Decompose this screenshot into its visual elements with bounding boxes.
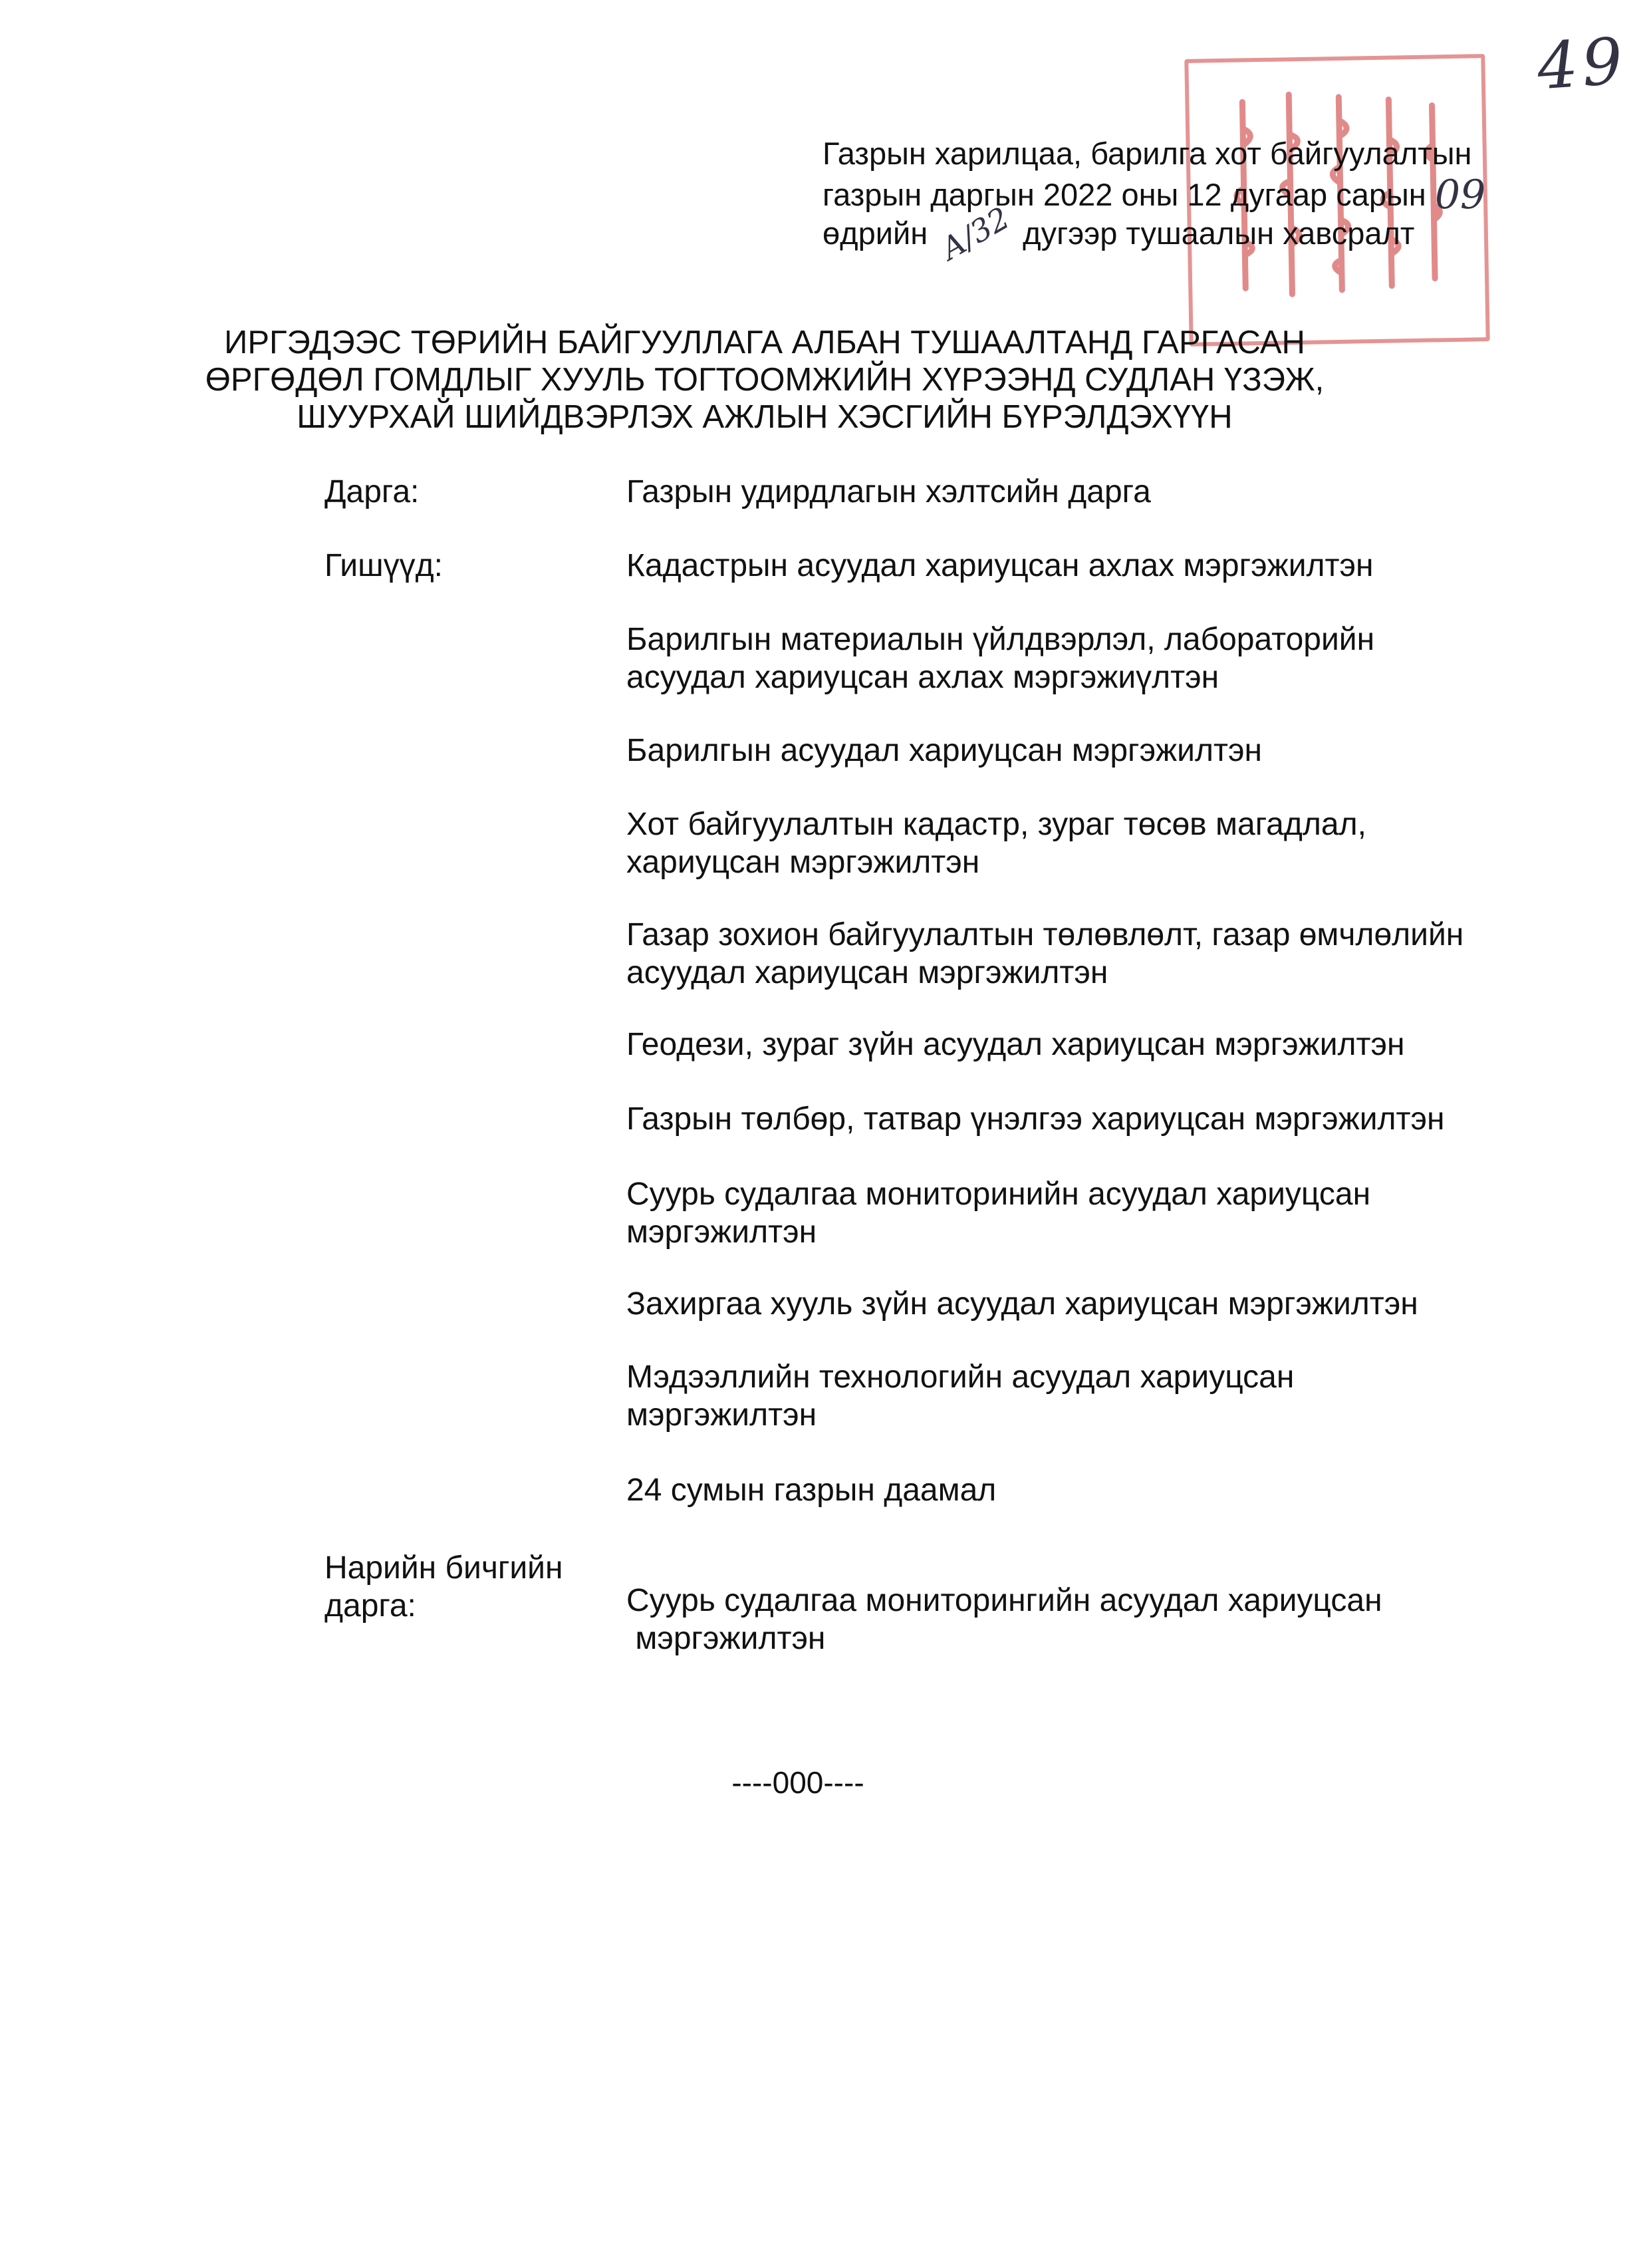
title-line2: ӨРГӨДӨЛ ГОМДЛЫГ ХУУЛЬ ТОГТООМЖИЙН ХҮРЭЭНД СУДЛАН ҮЗЭЖ, xyxy=(205,362,1325,398)
member-item-line: Газар зохион байгуулалтын төлөвлөлт, газар өмчлөлийн xyxy=(626,917,1464,952)
end-of-document-mark: ----000---- xyxy=(731,1765,864,1800)
member-item-line: Хот байгуулалтын кадастр, зураг төсөв магадлал, xyxy=(626,807,1366,842)
chair-value xyxy=(626,473,1551,511)
member-item xyxy=(626,547,1551,585)
secretary-value-line1: Суурь судалгаа мониторингийн асуудал хариуцсан xyxy=(626,1583,1382,1618)
title-line3: ШУУРХАЙ ШИЙДВЭРЛЭХ АЖЛЫН ХЭСГИЙН БҮРЭЛДЭХҮҮН xyxy=(297,399,1233,435)
member-item-line: Захиргаа хууль зүйн асуудал хариуцсан мэргэжилтэн xyxy=(626,1286,1418,1322)
attachment-header-line3 xyxy=(823,200,1485,267)
member-item xyxy=(626,1175,1551,1251)
member-item-line: 24 сумын газрын даамал xyxy=(626,1473,997,1508)
attachment-header-line3-end: дугээр тушаалын хавсралт xyxy=(1014,215,1415,251)
member-item xyxy=(626,1026,1551,1063)
attachment-header-line2-text: газрын даргын 2022 оны 12 дугаар сарын xyxy=(823,177,1435,212)
member-item-line: Геодези, зураг зүйн асуудал хариуцсан мэргэжилтэн xyxy=(626,1027,1405,1062)
member-item-line: Барилгын материалын үйлдвэрлэл, лабораторийн xyxy=(626,622,1375,657)
member-item xyxy=(626,1358,1551,1434)
document-title xyxy=(199,324,1330,436)
members-label: Гишүүд: xyxy=(324,548,443,583)
title-line1: ИРГЭДЭЭС ТӨРИЙН БАЙГУУЛЛАГА АЛБАН ТУШААЛТАНД ГАРГАСАН xyxy=(224,325,1305,360)
member-item-line: Суурь судалгаа мониторинийн асуудал хариуцсан xyxy=(626,1177,1371,1212)
member-item-line: асуудал хариуцсан ахлах мэргэжиүлтэн xyxy=(626,660,1219,695)
member-item xyxy=(626,1285,1551,1323)
member-item-line: хариуцсан мэргэжилтэн xyxy=(626,845,980,880)
member-item xyxy=(626,916,1551,992)
secretary-label xyxy=(324,1549,563,1625)
attachment-header-line2 xyxy=(823,172,1486,218)
member-item-line: асуудал хариуцсан мэргэжилтэн xyxy=(626,955,1108,990)
page-number: 49 xyxy=(1535,23,1629,104)
member-item xyxy=(626,621,1551,696)
member-item-line: Мэдээллийн технологийн асуудал хариуцсан xyxy=(626,1359,1295,1395)
secretary-value-line2: мэргэжилтэн xyxy=(626,1621,826,1656)
member-item xyxy=(626,805,1551,881)
member-item xyxy=(626,1100,1551,1138)
member-item-line: мэргэжилтэн xyxy=(626,1214,817,1250)
member-item xyxy=(626,732,1551,770)
attachment-header-line3-text: өдрийн xyxy=(823,215,937,251)
chair-value-text: Газрын удирдлагын хэлтсийн дарга xyxy=(626,474,1151,509)
secretary-label-line1: Нарийн бичгийн xyxy=(324,1550,563,1586)
member-item-line: Газрын төлбөр, татвар үнэлгээ хариуцсан мэргэжилтэн xyxy=(626,1101,1445,1137)
member-item xyxy=(626,1471,1551,1509)
secretary-value xyxy=(626,1582,1551,1657)
member-item-line: Барилгын асуудал хариуцсан мэргэжилтэн xyxy=(626,733,1262,768)
secretary-label-line2: дарга: xyxy=(324,1588,416,1624)
attachment-header xyxy=(823,134,1486,267)
member-item-line: мэргэжилтэн xyxy=(626,1397,817,1433)
handwritten-order-number: А/32 xyxy=(935,200,1016,267)
handwritten-day: 09 xyxy=(1434,172,1486,218)
chair-label: Дарга: xyxy=(324,474,420,509)
attachment-header-line1: Газрын харилцаа, барилга хот байгуулалтын xyxy=(823,136,1472,171)
member-item-line: Кадастрын асуудал хариуцсан ахлах мэргэжилтэн xyxy=(626,548,1374,583)
